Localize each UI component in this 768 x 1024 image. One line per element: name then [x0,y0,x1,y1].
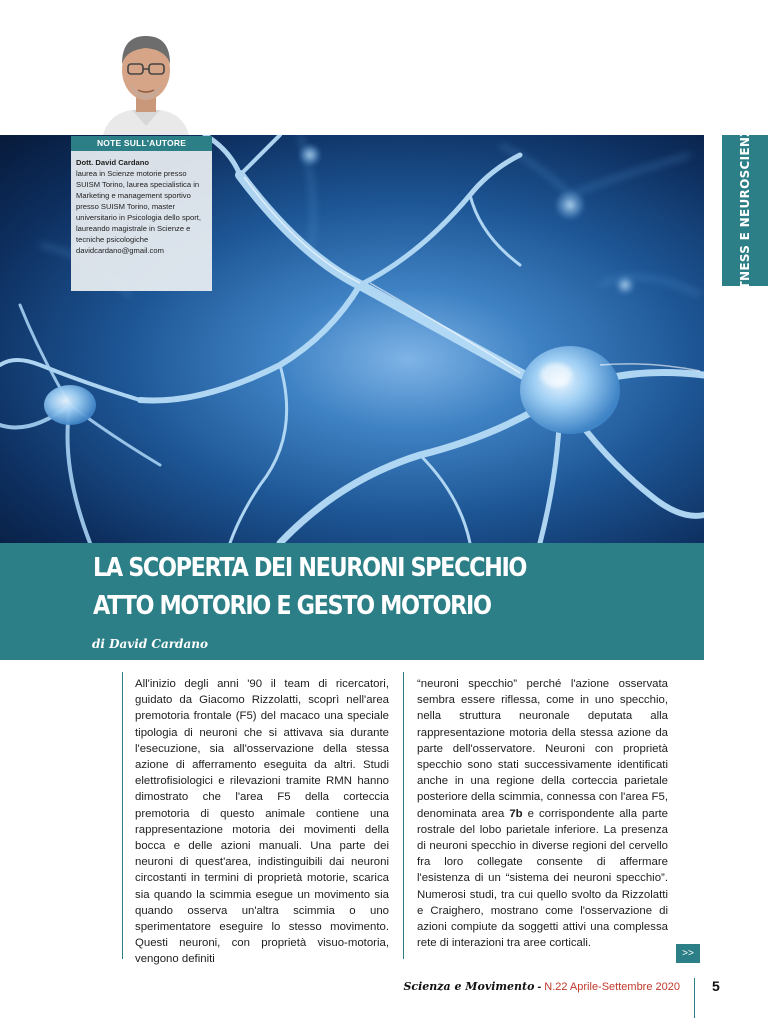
article-column-1 [135,676,389,968]
author-name: Dott. David Cardano [76,158,149,167]
column-divider-left [122,672,123,959]
author-note-header: NOTE SULL'AUTORE [71,136,212,151]
footer-divider [694,978,695,1018]
author-email[interactable]: davidcardano@gmail.com [76,246,164,255]
article-column-1-text: All'inizio degli anni '90 il team di ricercatori, guidato da Giacomo Rizzolatti, scoprì nell'area premotoria frontale (F5) del macaco una speciale tipologia di neuroni che si attivava sia durante l'esecuzione, sia all'osservazione della stessa azione di afferramento eseguita da altri. Studi elettrofisiologici e rilevazioni tramite RMN hanno dimostrato che l'area F5 della corteccia premotoria di questo animale contiene una rappresentazione motoria dei movimenti della bocca e delle azioni manuali. Una parte dei neuroni di quest'area, indistinguibili dai neuroni circostanti in termini di proprietà motorie, scarica sia quando la scimmia esegue un movimento sia quando osserva un'altra scimmia o uno sperimentatore eseguire lo stesso movimento. Questi neuroni, con proprietà visuo-motoria, vengono definiti [135,678,389,966]
footer-separator: - [537,981,542,993]
page-footer [403,980,680,993]
author-photo [92,14,200,140]
issue-label: N.22 Aprile-Settembre 2020 [544,981,680,993]
section-tab-label: FITNESS E NEUROSCIENZE [738,118,752,303]
author-note-box [71,136,212,291]
continue-arrow-button[interactable]: >> [676,944,700,963]
area-7b-label: 7b [509,807,523,820]
column-divider-middle [403,672,404,959]
page-number: 5 [712,978,720,994]
article-column-2 [417,676,668,951]
article-title-line-1: LA SCOPERTA DEI NEURONI SPECCHIO [93,553,527,583]
author-description: laurea in Scienze motorie presso SUISM Torino, laurea specialistica in Marketing e management sportivo presso SUISM Torino, master universitario in Psicologia dello sport, laureando magistrale in Scienze e tecniche psicologiche [76,169,201,244]
article-title-line-2: ATTO MOTORIO E GESTO MOTORIO [93,591,491,621]
magazine-name: Scienza e Movimento [403,980,535,993]
title-band [0,543,704,660]
author-note-body [71,151,212,260]
article-byline: di David Cardano [92,637,208,651]
column-2-text-a: “neuroni specchio” perché l'azione osservata sembra essere riflessa, come in uno specchio, nella struttura neuronale deputata alla rappresentazione motoria della stessa azione da parte dell'osservatore. Neuroni con proprietà specchio sono stati successivamente identificati anche in una regione della corteccia parietale posteriore della scimmia, connessa con l'area F5, denominata area [417,678,668,820]
section-tab [722,118,768,303]
column-2-text-b: e corrispondente alla parte rostrale del lobo parietale inferiore. La presenza di neuroni specchio in diverse regioni del cervello fra loro collegate consente di affermare l'esistenza di un “sistema dei neuroni specchio”. Numerosi studi, tra cui quello svolto da Rizzolatti e Craighero, mostrano come l'osservazione di azioni compiute da soggetti attivi una complessa rete di interazioni tra aree corticali. [417,807,668,950]
article-column-2-text [417,676,668,951]
